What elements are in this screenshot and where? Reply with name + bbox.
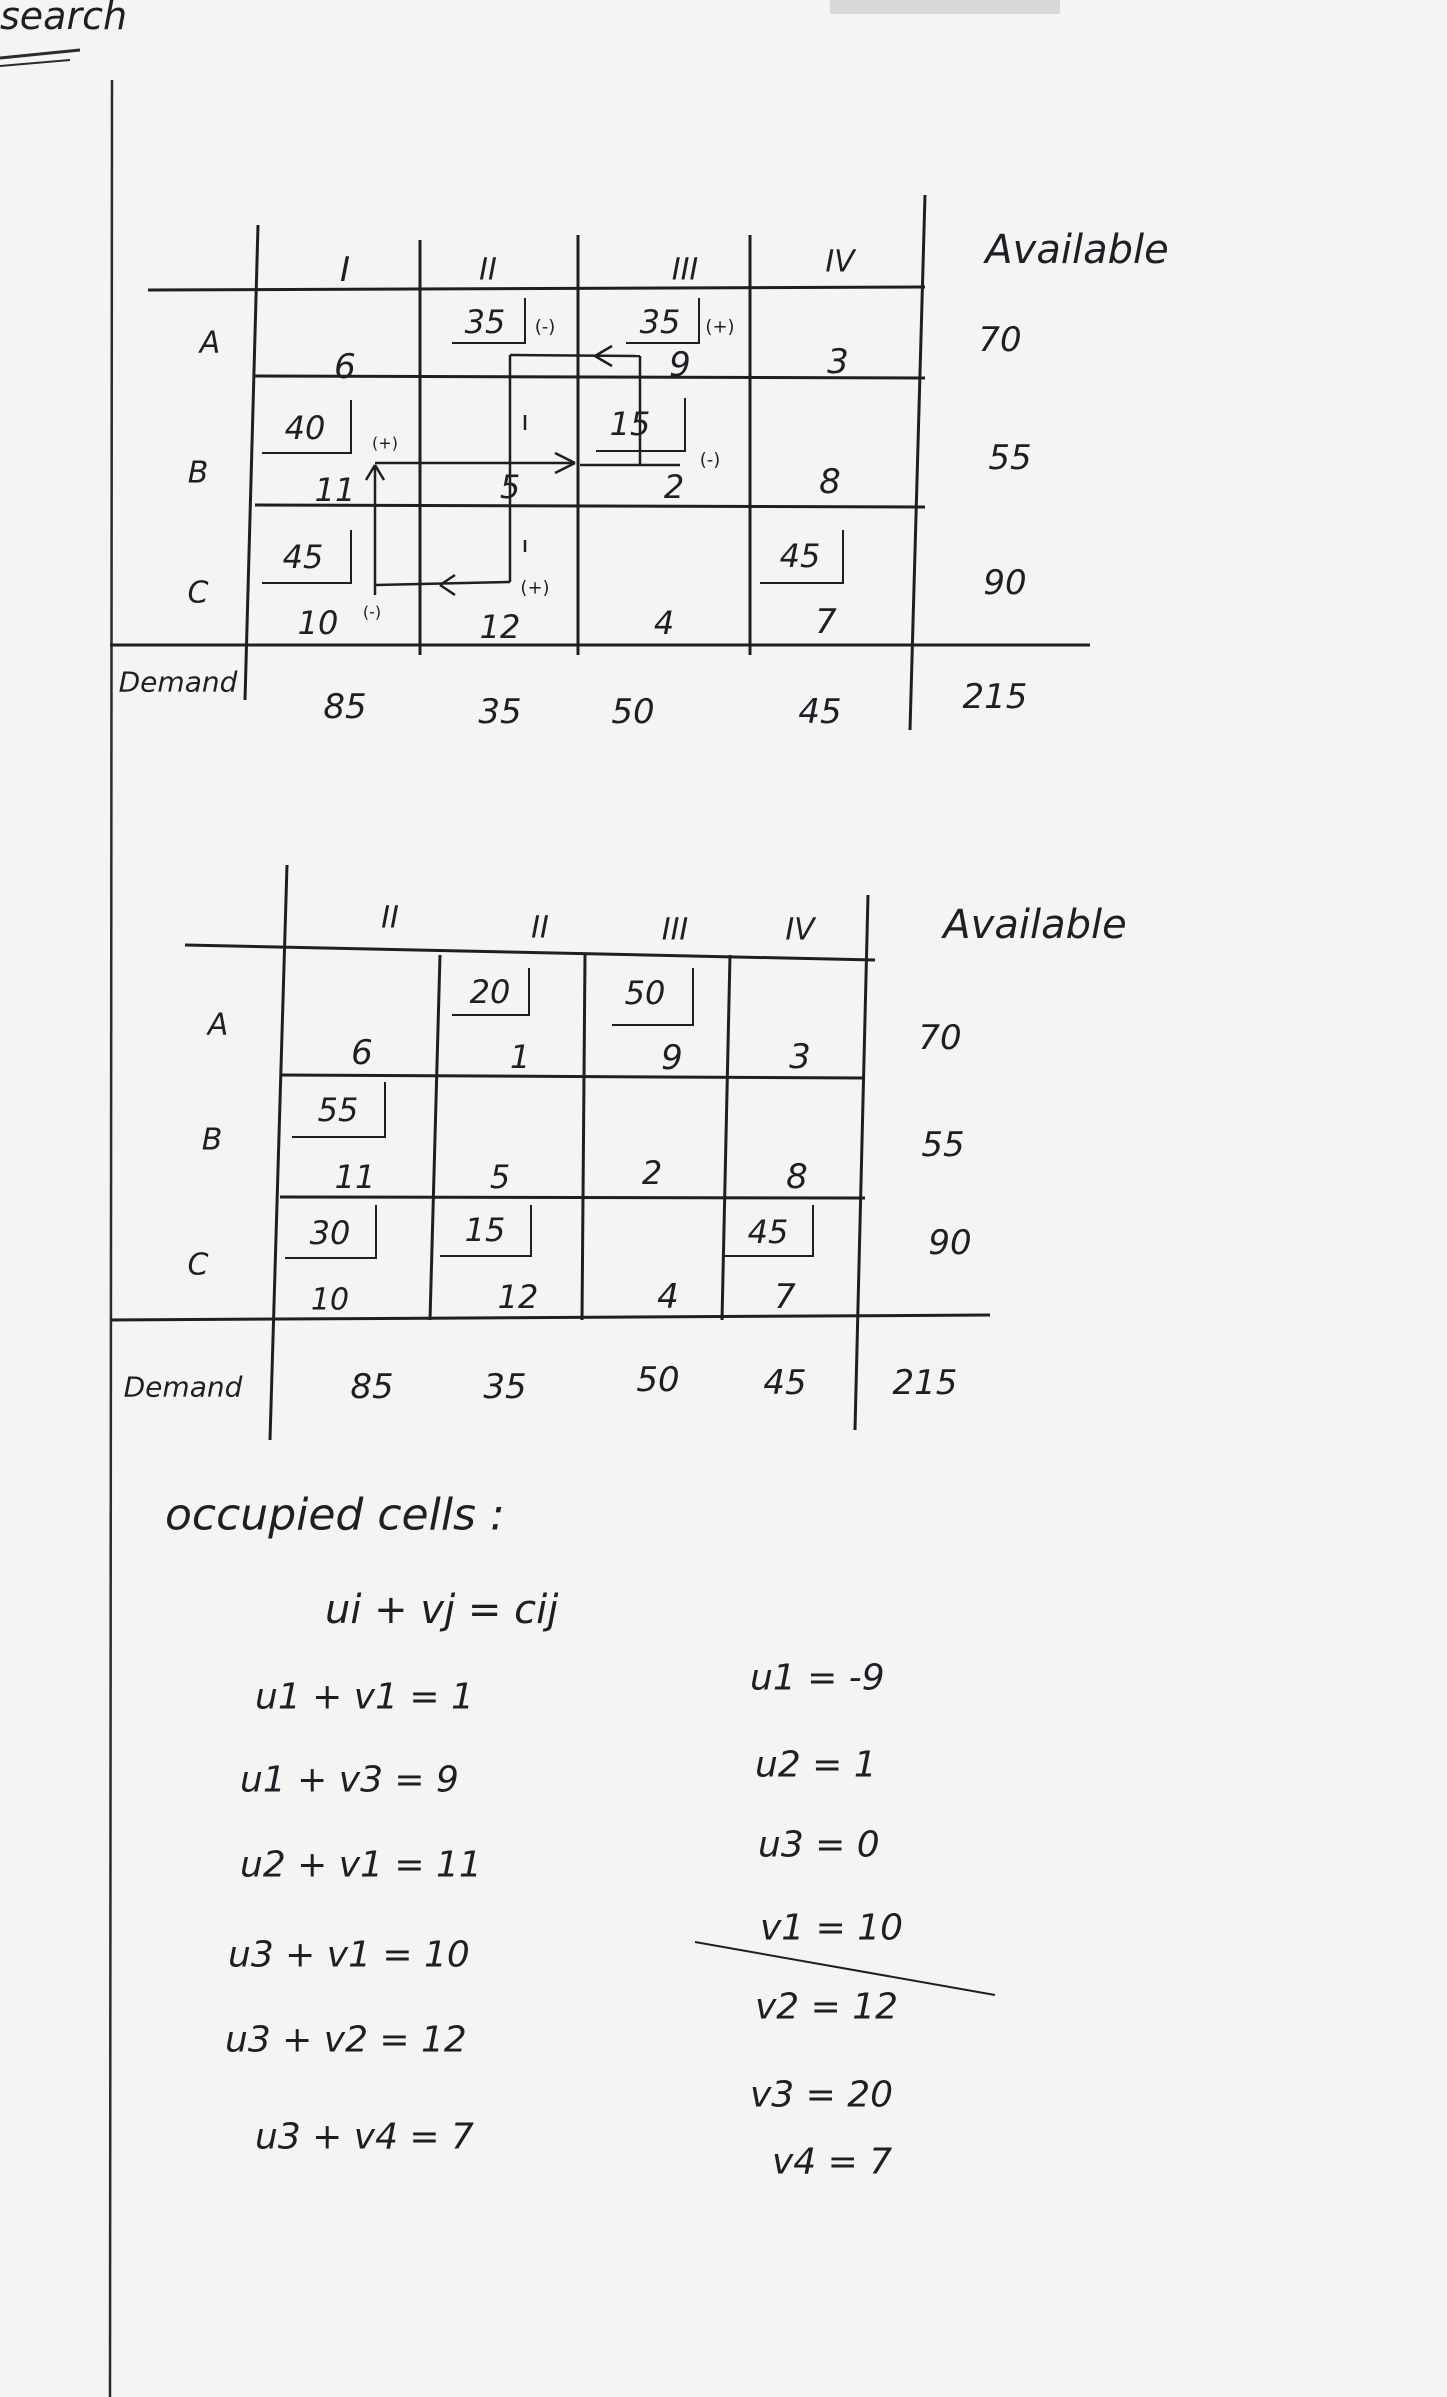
table1-alloc-c4: 45 — [779, 537, 821, 575]
table1-cost-b2: 5 — [499, 468, 521, 506]
table1-cost-a4: 3 — [827, 342, 849, 382]
table2-row-c: C — [187, 1247, 209, 1283]
header-word: search — [0, 0, 128, 38]
table2-cost-b3: 2 — [641, 1154, 663, 1192]
table1-cost-c4: 7 — [815, 602, 837, 642]
table2-alloc-c1: 30 — [309, 1214, 351, 1252]
equation-6: u3 + v4 = 7 — [255, 2116, 474, 2158]
table2-demand-2: 35 — [483, 1367, 527, 1407]
table2-cost-a2: 1 — [509, 1038, 531, 1076]
table1-cost-c2: 12 — [479, 608, 521, 646]
table2-demand-4: 45 — [763, 1363, 807, 1403]
table1-sign-b3: (-) — [699, 449, 721, 471]
table2-demand-label: Demand — [123, 1370, 243, 1404]
table1-sign-b1: (+) — [372, 433, 398, 453]
table2-demand-3: 50 — [636, 1360, 680, 1400]
table1-alloc-c1: 45 — [282, 538, 324, 576]
table2-col-3: III — [661, 912, 689, 948]
table1-cost-c3: 4 — [653, 604, 675, 642]
table2-alloc-c4: 45 — [747, 1213, 789, 1251]
table1-demand-1: 85 — [323, 687, 367, 727]
table1-cost-b4: 8 — [819, 462, 841, 502]
table2-row-b: B — [201, 1122, 223, 1158]
table2-available-c: 90 — [928, 1223, 972, 1263]
table1-row-b: B — [187, 455, 209, 491]
equation-5: u3 + v2 = 12 — [225, 2019, 467, 2061]
solution-v1: v1 = 10 — [760, 1907, 904, 1949]
table2-alloc-a3: 50 — [624, 974, 666, 1012]
table2-cost-c2: 12 — [497, 1278, 539, 1316]
table2-cost-c1: 10 — [310, 1282, 350, 1318]
table1-cost-c1: 10 — [297, 604, 339, 642]
table1-col-4: IV — [825, 244, 855, 280]
table2-cost-a1: 6 — [351, 1033, 373, 1073]
equation-3: u2 + v1 = 11 — [240, 1844, 482, 1886]
table1-cost-b1: 11 — [314, 471, 356, 509]
table1-available-c: 90 — [983, 563, 1027, 603]
table2-cost-a4: 3 — [789, 1037, 811, 1077]
table1-demand-4: 45 — [798, 692, 842, 732]
table1-demand-label: Demand — [118, 665, 238, 699]
table1-col-3: III — [671, 252, 699, 288]
table2-row-a: A — [207, 1007, 229, 1043]
table2-cost-a3: 9 — [661, 1038, 683, 1078]
table1-row-c: C — [187, 575, 209, 611]
table1-cost-a3: 9 — [669, 345, 691, 385]
table1-alloc-a2: 35 — [464, 303, 506, 341]
solution-u3: u3 = 0 — [758, 1824, 880, 1866]
table1-sign-c2: (+) — [520, 577, 550, 599]
table2-cost-b2: 5 — [489, 1158, 511, 1196]
table2-alloc-c2: 15 — [464, 1211, 506, 1249]
table2-col-2: II — [531, 910, 549, 946]
solution-v2: v2 = 12 — [755, 1986, 899, 2028]
solution-u1: u1 = -9 — [750, 1657, 885, 1699]
equation-4: u3 + v1 = 10 — [228, 1934, 470, 1976]
table2-total: 215 — [892, 1363, 958, 1403]
solution-u2: u2 = 1 — [755, 1744, 877, 1786]
table1-available-a: 70 — [978, 320, 1022, 360]
table2-available-a: 70 — [918, 1018, 962, 1058]
table1-sign-a3: (+) — [705, 316, 735, 338]
table1-col-2: II — [479, 252, 497, 288]
table1-alloc-a3: 35 — [639, 303, 681, 341]
table1-sign-c1: (-) — [362, 602, 382, 622]
table2-available-b: 55 — [921, 1125, 965, 1165]
solution-v3: v3 = 20 — [750, 2074, 894, 2116]
table1-sign-a2: (-) — [534, 316, 556, 338]
table1-cost-b3: 2 — [663, 468, 685, 506]
table1-col-1: I — [339, 250, 351, 290]
table2-demand-1: 85 — [350, 1367, 394, 1407]
table2-cost-c4: 7 — [774, 1277, 796, 1317]
table2-cost-c3: 4 — [657, 1277, 679, 1317]
table1-col-available: Available — [985, 227, 1169, 273]
table1-row-a: A — [199, 325, 221, 361]
table1-alloc-b3: 15 — [609, 405, 651, 443]
table2-col-4: IV — [785, 912, 815, 948]
notes-heading: occupied cells : — [165, 1489, 505, 1541]
solution-v4: v4 = 7 — [772, 2141, 893, 2183]
equation-1: u1 + v1 = 1 — [255, 1676, 474, 1718]
table1-total: 215 — [962, 677, 1028, 717]
table1-cost-a1: 6 — [334, 347, 356, 387]
table2-col-available: Available — [943, 902, 1127, 948]
table2-alloc-a2: 20 — [469, 973, 511, 1011]
table1-available-b: 55 — [988, 438, 1032, 478]
table2-alloc-b1: 55 — [317, 1091, 359, 1129]
table2-col-1: II — [381, 900, 399, 936]
table1-alloc-b1: 40 — [284, 409, 326, 447]
table1-demand-2: 35 — [478, 692, 522, 732]
equation-2: u1 + v3 = 9 — [240, 1759, 459, 1801]
table2-cost-b4: 8 — [786, 1157, 808, 1197]
notes-formula: ui + vj = cij — [325, 1587, 559, 1633]
table1-demand-3: 50 — [611, 692, 655, 732]
table2-cost-b1: 11 — [334, 1158, 376, 1196]
